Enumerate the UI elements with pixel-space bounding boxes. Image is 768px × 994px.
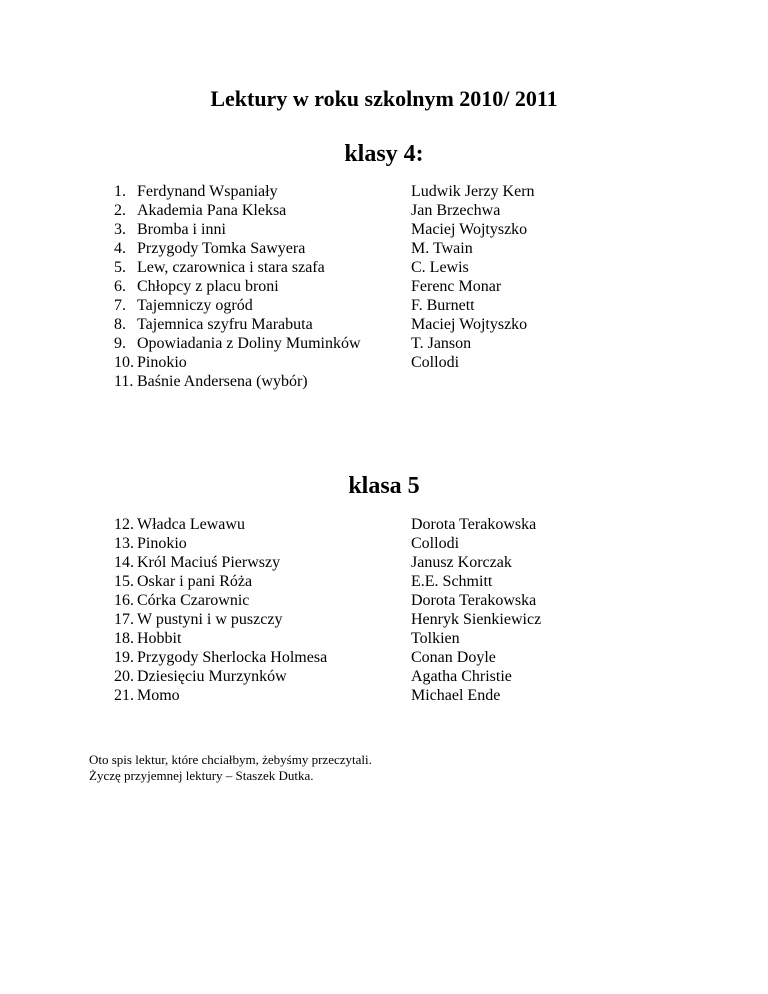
book-title: Opowiadania z Doliny Muminków — [137, 335, 361, 352]
book-author: Dorota Terakowska — [411, 516, 537, 533]
list-item — [114, 334, 634, 353]
list-item — [114, 515, 634, 534]
list-item — [114, 182, 634, 201]
list-item — [114, 686, 634, 705]
book-number: 17. — [114, 611, 134, 628]
book-number: 3. — [114, 221, 126, 238]
book-title: Król Maciuś Pierwszy — [137, 554, 281, 571]
book-title: Momo — [137, 687, 180, 704]
book-author: Dorota Terakowska — [411, 592, 537, 609]
book-author: M. Twain — [411, 240, 473, 257]
book-author: Collodi — [411, 354, 460, 371]
book-number: 7. — [114, 297, 126, 314]
book-number: 1. — [114, 183, 126, 200]
book-number: 18. — [114, 630, 134, 647]
book-number: 5. — [114, 259, 126, 276]
section-heading-class-5: klasa 5 — [348, 473, 420, 499]
book-author: Jan Brzechwa — [411, 202, 501, 219]
footer-signature: Życzę przyjemnej lektury – Staszek Dutka. — [89, 768, 314, 783]
book-title: Chłopcy z placu broni — [137, 278, 279, 295]
book-number: 15. — [114, 573, 134, 590]
book-number: 9. — [114, 335, 126, 352]
book-author: F. Burnett — [411, 297, 475, 314]
list-item — [114, 648, 634, 667]
book-title: Pinokio — [137, 535, 187, 552]
book-title: Tajemnica szyfru Marabuta — [137, 316, 313, 333]
book-author: Tolkien — [411, 630, 460, 647]
footer-line: Oto spis lektur, które chciałbym, żebyśmy przeczytali. — [89, 752, 372, 767]
book-author: E.E. Schmitt — [411, 573, 493, 590]
list-item — [114, 591, 634, 610]
list-item — [114, 296, 634, 315]
book-author: C. Lewis — [411, 259, 469, 276]
list-item — [114, 353, 634, 372]
list-item — [114, 553, 634, 572]
book-title: Córka Czarownic — [137, 592, 250, 609]
book-title: Pinokio — [137, 354, 187, 371]
book-title: Tajemniczy ogród — [137, 297, 253, 314]
book-author: Agatha Christie — [411, 668, 512, 685]
book-title: Hobbit — [137, 630, 182, 647]
list-item — [114, 277, 634, 296]
book-author: T. Janson — [411, 335, 472, 352]
list-item — [114, 201, 634, 220]
book-author: Henryk Sienkiewicz — [411, 611, 542, 628]
book-number: 16. — [114, 592, 134, 609]
list-item — [114, 667, 634, 686]
book-author: Maciej Wojtyszko — [411, 221, 528, 238]
book-number: 10. — [114, 354, 134, 371]
book-number: 12. — [114, 516, 134, 533]
book-number: 6. — [114, 278, 126, 295]
list-item — [114, 572, 634, 591]
book-author: Ferenc Monar — [411, 278, 502, 295]
book-number: 13. — [114, 535, 134, 552]
list-item — [114, 220, 634, 239]
book-title: Dziesięciu Murzynków — [137, 668, 287, 685]
book-list-class-4 — [114, 182, 634, 391]
book-title: Akademia Pana Kleksa — [137, 202, 287, 219]
book-author: Michael Ende — [411, 687, 501, 704]
book-author: Conan Doyle — [411, 649, 496, 666]
section-heading-class-4: klasy 4: — [344, 141, 424, 167]
list-item — [114, 315, 634, 334]
book-number: 4. — [114, 240, 126, 257]
book-title: Przygody Tomka Sawyera — [137, 240, 306, 257]
book-title: Przygody Sherlocka Holmesa — [137, 649, 328, 666]
book-title: Ferdynand Wspaniały — [137, 183, 278, 200]
book-author: Collodi — [411, 535, 460, 552]
book-author: Ludwik Jerzy Kern — [411, 183, 535, 200]
book-number: 14. — [114, 554, 134, 571]
book-author: Maciej Wojtyszko — [411, 316, 528, 333]
list-item — [114, 534, 634, 553]
list-item — [114, 239, 634, 258]
document-title: Lektury w roku szkolnym 2010/ 2011 — [210, 86, 558, 111]
book-number: 2. — [114, 202, 126, 219]
footer-note — [89, 752, 372, 784]
book-author: Janusz Korczak — [411, 554, 512, 571]
book-title: W pustyni i w puszczy — [137, 611, 283, 628]
list-item — [114, 372, 634, 391]
book-title: Bromba i inni — [137, 221, 226, 238]
list-item — [114, 258, 634, 277]
book-number: 21. — [114, 687, 134, 704]
book-title: Władca Lewawu — [137, 516, 245, 533]
list-item — [114, 610, 634, 629]
book-number: 20. — [114, 668, 134, 685]
book-title: Lew, czarownica i stara szafa — [137, 259, 325, 276]
book-number: 8. — [114, 316, 126, 333]
book-list-class-5 — [114, 515, 634, 705]
book-title: Oskar i pani Róża — [137, 573, 253, 590]
book-number: 11. — [114, 373, 134, 390]
book-number: 19. — [114, 649, 134, 666]
book-title: Baśnie Andersena (wybór) — [137, 373, 308, 390]
list-item — [114, 629, 634, 648]
